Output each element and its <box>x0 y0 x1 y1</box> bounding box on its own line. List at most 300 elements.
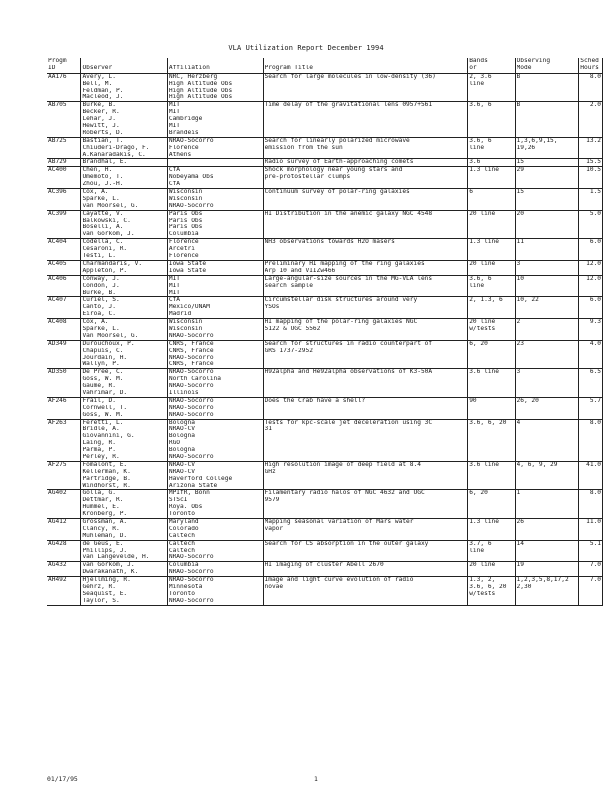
cell-line: 1,3,6,9,15, <box>516 137 558 144</box>
cell-line: 6 <box>469 189 473 196</box>
cell-line: 20 line <box>469 562 496 569</box>
cell-line: Minnesota <box>168 584 203 591</box>
affiliation-cell <box>167 369 263 398</box>
sched-hours-cell <box>579 562 603 577</box>
cell-line: van Gorkom, J. <box>82 231 135 238</box>
bands-cell <box>468 540 515 562</box>
affiliation-cell <box>167 159 263 167</box>
affiliation-cell <box>167 73 263 102</box>
cell-line: Frail, D. <box>82 397 116 404</box>
cell-line: 3 <box>516 369 521 376</box>
cell-line: Columbia <box>168 231 199 238</box>
table-row <box>47 137 603 159</box>
cell-line: 90 <box>469 397 477 404</box>
cell-line: 4, 6, 9, 29 <box>516 461 558 468</box>
program-id-cell <box>47 562 81 577</box>
program-title-cell <box>263 260 468 275</box>
observer-cell <box>81 577 167 606</box>
cell-line: Golla, G. <box>82 490 116 497</box>
table-row <box>47 239 603 261</box>
header-row <box>47 58 603 73</box>
observing-mode-cell <box>515 319 579 341</box>
cell-line: CNRS, France <box>168 347 214 354</box>
observing-mode-cell <box>515 239 579 261</box>
sched-hours-cell-text: 13.2 <box>586 137 601 144</box>
cell-line: Florence <box>168 253 199 260</box>
cell-line: Does the Crab have a shell? <box>264 397 366 404</box>
program-title-cell <box>263 167 468 189</box>
cell-line: Filamentary radio halos of NGC 4632 and UGC <box>264 490 425 497</box>
observer-cell <box>81 519 167 541</box>
cell-line: Illinois <box>168 389 199 396</box>
table-row <box>47 260 603 275</box>
sched-hours-cell <box>579 159 603 167</box>
cell-line: 1.3 line <box>469 519 500 525</box>
program-id-cell <box>47 167 81 189</box>
cell-line: 2,30 <box>516 584 532 591</box>
bands-cell <box>468 461 515 490</box>
cell-line: Caltech <box>168 540 195 547</box>
cell-line: Search for large molecules in low-density (36) <box>264 73 436 80</box>
cell-line: B <box>516 102 521 109</box>
bands-cell <box>468 275 515 297</box>
cell-line: MIT <box>168 289 181 296</box>
cell-line: Search for CS absorption in the outer galaxy <box>264 540 429 547</box>
bands-cell <box>468 490 515 519</box>
sched-hours-cell <box>579 319 603 341</box>
footer-date: 01/17/95 <box>47 775 78 783</box>
program-title-cell <box>263 210 468 239</box>
table-row <box>47 210 603 239</box>
cell-line: NRAO-Socorro <box>168 577 214 584</box>
cell-line: Kellerman, K. <box>82 468 131 475</box>
cell-line: 1.3 line <box>469 239 500 246</box>
cell-line: NRAO-Socorro <box>168 397 214 404</box>
cell-line: STScI <box>168 497 188 504</box>
cell-line: 9579 <box>264 497 280 504</box>
affiliation-cell <box>167 577 263 606</box>
program-id-cell <box>47 419 81 461</box>
program-id-cell-text: AF246 <box>48 397 67 404</box>
program-id-cell <box>47 260 81 275</box>
cell-line: Iowa State <box>168 260 207 267</box>
cell-line: MIT <box>168 109 181 116</box>
program-title-cell <box>263 577 468 606</box>
cell-line: Windhorst, R. <box>82 482 131 489</box>
cell-line: Preliminary HI mapping of the ring galaxies <box>264 260 425 267</box>
observer-cell <box>81 340 167 369</box>
cell-line: search sample <box>264 282 313 289</box>
cell-line: NRAO-Socorro <box>168 332 214 339</box>
cell-line: 5122 & UGC 5562 <box>264 325 321 332</box>
bands-cell <box>468 340 515 369</box>
program-id-cell-text: AG432 <box>48 562 67 569</box>
cell-line: Feretti, L. <box>82 419 124 426</box>
program-id-cell-text: AB725 <box>48 137 67 144</box>
cell-line: Iowa State <box>168 267 207 274</box>
observing-mode-cell <box>515 189 579 211</box>
bands-cell <box>468 137 515 159</box>
bands-cell <box>468 397 515 419</box>
cell-line: van Langevelde, H. <box>82 554 150 561</box>
cell-line: 20 line <box>469 210 496 217</box>
sched-hours-cell-text: 1.5 <box>589 189 601 196</box>
bands-cell <box>468 519 515 541</box>
cell-line: Hours <box>580 64 599 71</box>
cell-line: Bologna <box>168 447 195 454</box>
cell-line: Bell, M. <box>82 80 113 87</box>
sched-hours-cell <box>579 297 603 319</box>
cell-line: Athens <box>168 151 192 158</box>
table-body <box>47 73 603 605</box>
table-row <box>47 397 603 419</box>
program-id-cell-text: AG412 <box>48 519 67 525</box>
cell-line: Chen, H. <box>82 167 113 174</box>
program-title-cell <box>263 239 468 261</box>
sched-hours-cell <box>579 540 603 562</box>
cell-line: Laing, R. <box>82 440 116 447</box>
observer-cell <box>81 297 167 319</box>
cell-line: RGO <box>168 440 181 447</box>
cell-line: High resolution image of deep field at 8.4 <box>264 461 421 468</box>
utilization-table <box>47 58 603 606</box>
cell-line: 2, 1.3, 6 <box>469 297 503 304</box>
cell-line: H92alpha and He92alpha observations of K3-50A <box>264 369 433 376</box>
sched-hours-cell <box>579 239 603 261</box>
program-id-cell <box>47 239 81 261</box>
sched-hours-cell-text: 15.5 <box>586 159 601 166</box>
sched-hours-cell <box>579 340 603 369</box>
program-id-cell-text: AG428 <box>48 540 67 547</box>
observing-mode-cell <box>515 275 579 297</box>
cell-line: Bastian, T. <box>82 137 124 144</box>
cell-line: 10, 22 <box>516 297 539 304</box>
cell-line: Roya. Obs <box>168 504 203 511</box>
cell-line: 26 <box>516 519 524 525</box>
program-id-cell <box>47 189 81 211</box>
cell-line: Tests for kpc-scale jet deceleration using 3C <box>264 419 433 426</box>
observing-mode-cell <box>515 159 579 167</box>
cell-line: Caltech <box>168 532 195 539</box>
cell-line: Hewitt, J. <box>82 123 120 130</box>
sched-hours-cell <box>579 461 603 490</box>
sched-hours-cell-text: 6.0 <box>589 239 601 246</box>
cell-line: NRAO-Socorro <box>168 404 214 411</box>
cell-line: Arcetri <box>168 246 195 253</box>
program-id-cell-text: AF263 <box>48 419 67 426</box>
cell-line: Bridle, A. <box>82 426 120 433</box>
sched-hours-cell-text: 8.0 <box>589 490 601 497</box>
sched-hours-cell-text: 8.0 <box>589 419 601 426</box>
sched-hours-cell-text: 11.0 <box>586 519 601 525</box>
cell-line: emission from the sun <box>264 144 343 151</box>
cell-line: CfA <box>168 297 181 304</box>
cell-line: vapor <box>264 525 284 532</box>
cell-line: Lehar, J. <box>82 116 116 123</box>
bands-cell <box>468 189 515 211</box>
cell-line: Caltech <box>168 547 195 554</box>
cell-line: High Altitude Obs <box>168 80 233 87</box>
cell-line: Affiliation <box>168 64 210 71</box>
cell-line: Mode <box>516 64 532 71</box>
cell-line: Wallyn, P. <box>82 361 120 368</box>
program-id-cell <box>47 159 81 167</box>
program-title-cell <box>263 562 468 577</box>
cell-line: Progm <box>48 58 67 64</box>
cell-line: Hjellming, R. <box>82 577 131 584</box>
observer-cell <box>81 73 167 102</box>
bands-cell <box>468 167 515 189</box>
cell-line: Sparke, L. <box>82 325 120 332</box>
cell-line: 31 <box>264 426 272 433</box>
cell-line: 23 <box>516 340 524 347</box>
observer-cell <box>81 490 167 519</box>
cell-line: 29 <box>516 167 524 174</box>
cell-line: Seaquist, E. <box>82 590 128 597</box>
table-row <box>47 297 603 319</box>
cell-line: High Altitude Obs <box>168 87 233 94</box>
cell-line: NRAO-Socorro <box>168 453 214 460</box>
program-title-cell <box>263 297 468 319</box>
sched-hours-cell-text: 5.0 <box>589 210 601 217</box>
table-row <box>47 102 603 137</box>
cell-line: Muhleman, D. <box>82 532 128 539</box>
cell-line <box>169 159 262 166</box>
cell-line: Burke, B. <box>82 289 116 296</box>
bands-cell <box>468 260 515 275</box>
table-row <box>47 189 603 211</box>
cell-line: Gaume, R. <box>82 383 116 390</box>
page-number: 1 <box>314 775 318 783</box>
table-row <box>47 490 603 519</box>
cell-line: NRAO-Socorro <box>168 554 214 561</box>
cell-line: 1 <box>516 490 521 497</box>
cell-line: Circumstellar disk structures around very <box>264 297 418 304</box>
affiliation-cell <box>167 319 263 341</box>
observing-mode-cell <box>515 490 579 519</box>
cell-line: CNRS, France <box>168 361 214 368</box>
cell-line: Goss, W. M. <box>82 411 124 418</box>
cell-line: 19 <box>516 562 524 569</box>
sched-hours-cell-text: 7.0 <box>589 562 601 569</box>
sched-hours-cell <box>579 397 603 419</box>
cell-line: Maryland <box>168 519 199 525</box>
sched-hours-cell-text: 6.5 <box>589 369 601 376</box>
program-title-cell <box>263 73 468 102</box>
bands-cell <box>468 297 515 319</box>
cell-line: Radio survey of Earth-approaching comets <box>264 159 414 166</box>
header-program-title <box>263 58 468 73</box>
sched-hours-cell-text: 7.0 <box>589 577 601 584</box>
cell-line: Cesaroni, R. <box>82 246 128 253</box>
cell-line: Clancy, R. <box>82 525 120 532</box>
table-row <box>47 419 603 461</box>
cell-line: YSOs <box>264 304 280 311</box>
cell-line: Sched <box>580 58 599 64</box>
cell-line: 1.3, 2, <box>469 577 496 584</box>
report-title: VLA Utilization Report December 1994 <box>228 44 384 52</box>
observer-cell <box>81 239 167 261</box>
cell-line: HI imaging of cluster Abell 2670 <box>264 562 384 569</box>
program-id-cell <box>47 340 81 369</box>
observing-mode-cell <box>515 369 579 398</box>
header-affiliation <box>167 58 263 73</box>
affiliation-cell <box>167 297 263 319</box>
cell-line: 10 <box>516 275 524 282</box>
observing-mode-cell <box>515 540 579 562</box>
affiliation-cell <box>167 340 263 369</box>
sched-hours-cell <box>579 419 603 461</box>
cell-line: 15 <box>516 159 524 166</box>
sched-hours-cell-text: 5.7 <box>589 397 601 404</box>
cell-line: Testi, L. <box>82 253 116 260</box>
observer-cell <box>81 369 167 398</box>
sched-hours-cell-text: 5.1 <box>589 540 601 547</box>
cell-line: Canto, J. <box>82 304 116 311</box>
cell-line: Columbia <box>168 562 199 569</box>
cell-line: Goss, W. M. <box>82 376 124 383</box>
sched-hours-cell <box>579 369 603 398</box>
cell-line: NRC, Herzberg <box>168 73 218 80</box>
cell-line: Durouchoux, P. <box>82 340 135 347</box>
cell-line: 20 line <box>469 319 496 326</box>
cell-line: 15 <box>516 189 524 196</box>
cell-line: Mapping seasonal variation of Mars water <box>264 519 414 525</box>
affiliation-cell <box>167 189 263 211</box>
observing-mode-cell <box>515 419 579 461</box>
cell-line: MIT <box>168 123 181 130</box>
cell-line: Shock morphology near young stars and <box>264 167 403 174</box>
observing-mode-cell <box>515 461 579 490</box>
cell-line: 2 <box>516 319 521 326</box>
cell-line: 3.6 <box>469 159 481 166</box>
observing-mode-cell <box>515 210 579 239</box>
cell-line: or <box>469 64 477 71</box>
program-id-cell-text: AC404 <box>48 239 67 246</box>
observing-mode-cell <box>515 397 579 419</box>
cell-line: Grossman, A. <box>82 519 128 525</box>
cell-line: 6, 20 <box>469 490 488 497</box>
bands-cell <box>468 239 515 261</box>
program-title-cell <box>263 159 468 167</box>
table-row <box>47 461 603 490</box>
cell-line: 6, 20 <box>469 340 488 347</box>
cell-line: Bologna <box>168 433 195 440</box>
cell-line: A.Kanaradakis, C. <box>82 151 146 158</box>
program-id-cell-text: AA176 <box>48 73 67 80</box>
affiliation-cell <box>167 137 263 159</box>
cell-line: Taylor, S. <box>82 597 120 604</box>
table-row <box>47 562 603 577</box>
sched-hours-cell <box>579 275 603 297</box>
program-id-cell <box>47 397 81 419</box>
cell-line: w/tests <box>469 590 496 597</box>
cell-line: CfA <box>168 181 181 188</box>
cell-line: Program Title <box>264 64 313 71</box>
program-id-cell-text: AD349 <box>48 340 67 347</box>
cell-line: 3.6, 6 <box>469 137 492 144</box>
affiliation-cell <box>167 540 263 562</box>
cell-line: Vahrimar, D. <box>82 389 128 396</box>
cell-line: Observer <box>82 64 113 71</box>
observer-cell <box>81 102 167 137</box>
header-bands <box>468 58 515 73</box>
bands-cell <box>468 159 515 167</box>
cell-line: Wisconsin <box>168 195 203 202</box>
table-row <box>47 577 603 606</box>
affiliation-cell <box>167 397 263 419</box>
program-title-cell <box>263 137 468 159</box>
affiliation-cell <box>167 239 263 261</box>
cell-line: Search for structures in radio counterpart of <box>264 340 433 347</box>
cell-line: 1.3 line <box>469 167 500 174</box>
affiliation-cell <box>167 461 263 490</box>
cell-line: Feldman, P. <box>82 87 124 94</box>
observer-cell <box>81 260 167 275</box>
program-title-cell <box>263 275 468 297</box>
program-title-cell <box>263 369 468 398</box>
program-id-cell <box>47 540 81 562</box>
program-id-cell-text: AD350 <box>48 369 67 376</box>
cell-line: Wisconsin <box>168 189 203 196</box>
bands-cell <box>468 369 515 398</box>
cell-line: Colorado <box>168 525 199 532</box>
program-id-cell-text: AB705 <box>48 102 67 109</box>
program-id-cell-text: AC407 <box>48 297 67 304</box>
cell-line: Dettmar, R. <box>82 497 124 504</box>
observer-cell <box>81 562 167 577</box>
cell-line: Florence <box>168 239 199 246</box>
cell-line: Condon, J. <box>82 282 120 289</box>
observing-mode-cell <box>515 167 579 189</box>
cell-line: line <box>469 80 485 87</box>
program-title-cell <box>263 102 468 137</box>
cell-line: Arp 10 and VIIZw466 <box>264 267 336 274</box>
affiliation-cell <box>167 419 263 461</box>
observer-cell <box>81 397 167 419</box>
observing-mode-cell <box>515 577 579 606</box>
affiliation-cell <box>167 210 263 239</box>
cell-line: 11 <box>516 239 524 246</box>
cell-line: Curiel, S. <box>82 297 120 304</box>
sched-hours-cell-text: 4.0 <box>589 340 601 347</box>
program-id-cell <box>47 519 81 541</box>
cell-line: NRAO-Socorro <box>168 383 214 390</box>
cell-line: de Geus, E. <box>82 540 124 547</box>
cell-line: NRAO-CV <box>168 461 195 468</box>
cell-line: Cornwell, T. <box>82 404 128 411</box>
sched-hours-cell <box>579 490 603 519</box>
cell-line: NRAO-Socorro <box>168 411 214 418</box>
cell-line: 3.6 line <box>469 369 500 376</box>
program-id-cell <box>47 369 81 398</box>
cell-line: Image and light curve evolution of radio <box>264 577 414 584</box>
cell-line: Cayatte, V. <box>82 210 124 217</box>
bands-cell <box>468 210 515 239</box>
header-program-id <box>47 58 81 73</box>
cell-line: Cambridge <box>168 116 203 123</box>
header-observing-mode <box>515 58 579 73</box>
program-title-cell <box>263 397 468 419</box>
table-row <box>47 73 603 102</box>
cell-line: MIT <box>168 275 181 282</box>
cell-line: Haverford College <box>168 475 233 482</box>
sched-hours-cell-text: 10.5 <box>586 167 601 174</box>
cell-line: 14 <box>516 540 524 547</box>
program-id-cell-text: AC408 <box>48 319 67 326</box>
cell-line: MPIfR, Bonn <box>168 490 210 497</box>
cell-line: Zhou, J.-H. <box>82 181 124 188</box>
